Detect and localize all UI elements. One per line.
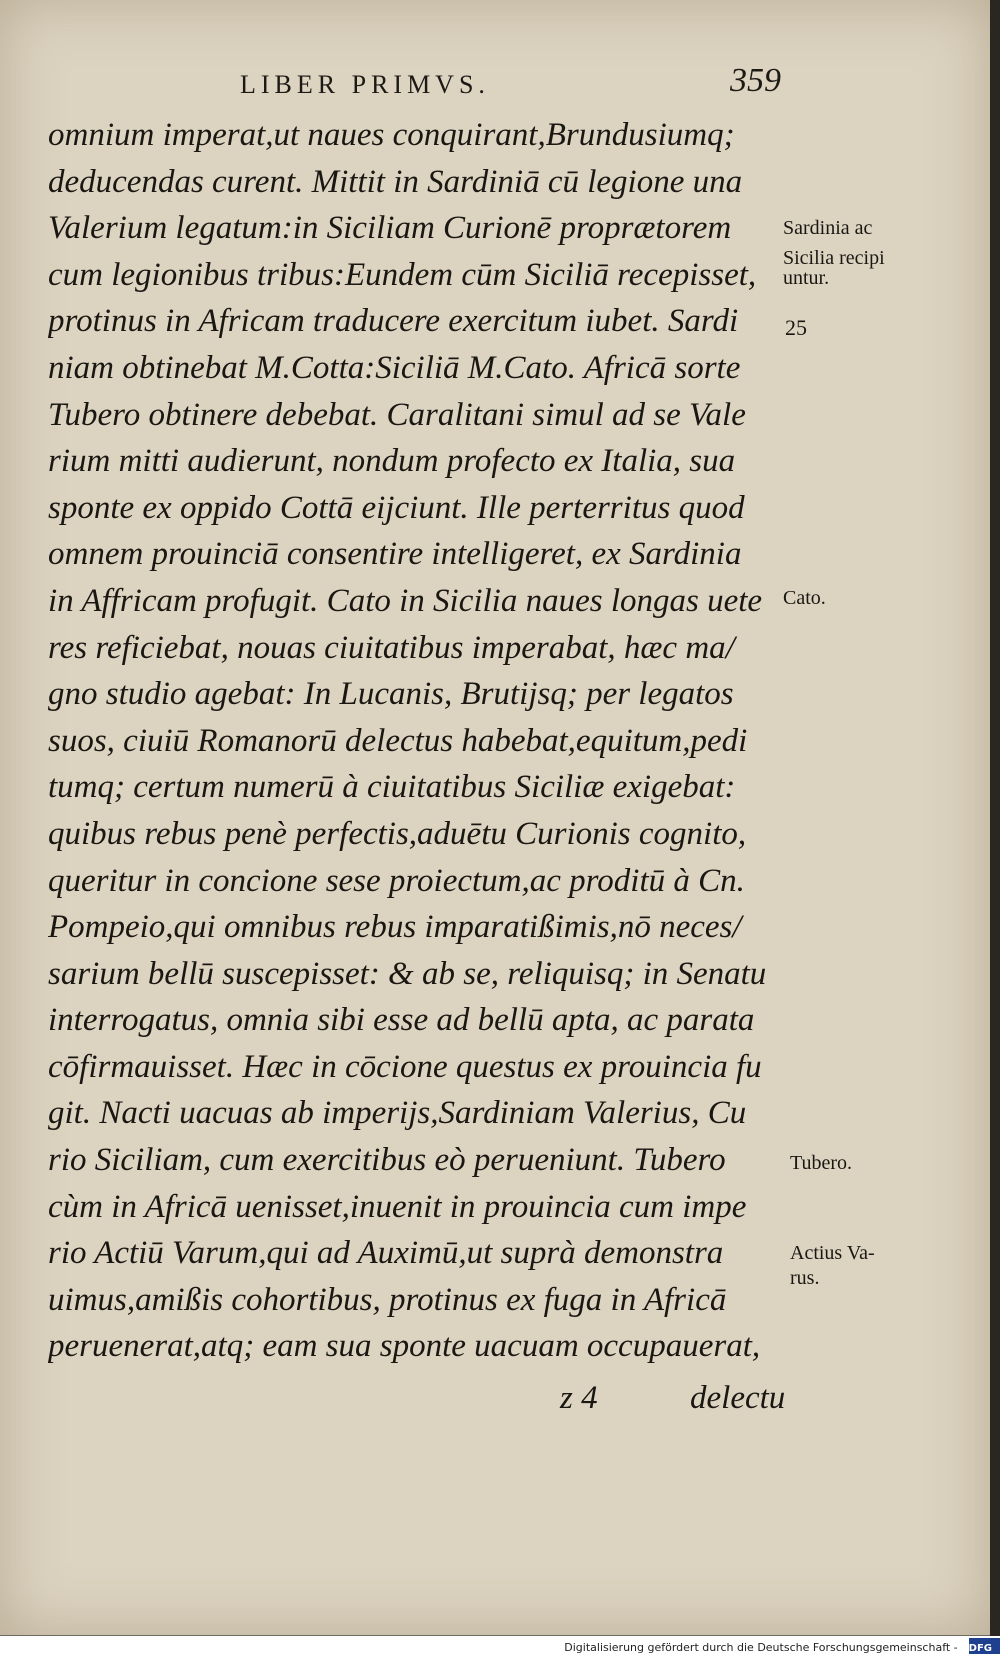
text-line: rium mitti audierunt, nondum profecto ex Italia, sua bbox=[48, 443, 736, 480]
marginal-note-sardinia: Sardinia ac bbox=[783, 217, 873, 239]
text-line: queritur in concione sese proiectum,ac proditū à Cn. bbox=[48, 862, 745, 899]
text-line: deducendas curent. Mittit in Sardiniā cū legione una bbox=[48, 163, 743, 200]
text-line: rio Siciliam, cum exercitibus eò perueniunt. Tubero bbox=[48, 1142, 726, 1179]
dfg-logo: DFG bbox=[969, 1638, 1000, 1654]
running-header: LIBER PRIMVS. bbox=[240, 70, 490, 99]
text-line: suos, ciuiū Romanorū delectus habebat,equitum,pedi bbox=[48, 722, 748, 759]
line-number: 25 bbox=[785, 315, 807, 340]
text-line: git. Nacti uacuas ab imperijs,Sardiniam Valerius, Cu bbox=[48, 1095, 747, 1132]
text-line: in Affricam profugit. Cato in Sicilia naues longas uete bbox=[48, 582, 763, 619]
text-line: sponte ex oppido Cottā eijciunt. Ille perterritus quod bbox=[48, 489, 745, 526]
text-line: cùm in Africā uenisset,inuenit in prouincia cum impe bbox=[48, 1188, 747, 1225]
page-right-edge bbox=[990, 0, 1000, 1640]
marginal-note-actius: rus. bbox=[790, 1267, 820, 1289]
main-text bbox=[48, 112, 788, 1370]
text-line: sarium bellū suscepisset: & ab se, reliquisq; in Senatu bbox=[48, 955, 767, 992]
text-line: omnem prouinciā consentire intelligeret, ex Sardinia bbox=[48, 536, 742, 573]
text-line: Valerium legatum:in Siciliam Curionē proprætorem bbox=[48, 210, 732, 247]
text-line: omnium imperat,ut naues conquirant,Brundusiumq; bbox=[48, 117, 735, 153]
text-line: Tubero obtinere debebat. Caralitani simul ad se Vale bbox=[48, 396, 746, 433]
marginal-note-tubero: Tubero. bbox=[790, 1152, 853, 1174]
signature-mark: z 4 bbox=[560, 1380, 598, 1416]
text-line: interrogatus, omnia sibi esse ad bellū apta, ac parata bbox=[48, 1002, 755, 1039]
text-line: gno studio agebat: In Lucanis, Brutijsq; per legatos bbox=[48, 676, 734, 713]
text-line: quibus rebus penè perfectis,aduētu Curionis cognito, bbox=[48, 815, 747, 852]
footer-credit: Digitalisierung gefördert durch die Deutsche Forschungsgemeinschaft - bbox=[564, 1641, 958, 1654]
marginal-note-cato: Cato. bbox=[783, 587, 826, 609]
digitization-footer bbox=[0, 1636, 1000, 1658]
text-line: protinus in Africam traducere exercitum iubet. Sardi bbox=[48, 303, 739, 340]
text-line: niam obtinebat M.Cotta:Siciliā M.Cato. Africā sorte bbox=[48, 349, 741, 386]
page-number: 359 bbox=[730, 62, 781, 99]
marginal-note-sardinia: untur. bbox=[783, 267, 830, 289]
text-line: res reficiebat, nouas ciuitatibus imperabat, hæc ma/ bbox=[48, 629, 735, 666]
text-line: cōfirmauisset. Hæc in cōcione questus ex prouincia fu bbox=[48, 1048, 762, 1085]
text-line: uimus,amißis cohortibus, protinus ex fuga in Africā bbox=[48, 1281, 727, 1318]
text-line: peruenerat,atq; eam sua sponte uacuam occupauerat, bbox=[48, 1328, 761, 1365]
marginal-note-actius: Actius Va- bbox=[790, 1242, 875, 1264]
catchword: delectu bbox=[690, 1380, 786, 1416]
text-line: rio Actiū Varum,qui ad Auximū,ut suprà demonstra bbox=[48, 1235, 724, 1272]
text-line: cum legionibus tribus:Eundem cūm Siciliā recepisset, bbox=[48, 256, 757, 293]
marginal-note-sardinia: Sicilia recipi bbox=[783, 247, 885, 269]
text-line: Pompeio,qui omnibus rebus imparatißimis,nō neces/ bbox=[48, 909, 742, 946]
text-line: tumq; certum numerū à ciuitatibus Siciliæ exigebat: bbox=[48, 769, 736, 806]
